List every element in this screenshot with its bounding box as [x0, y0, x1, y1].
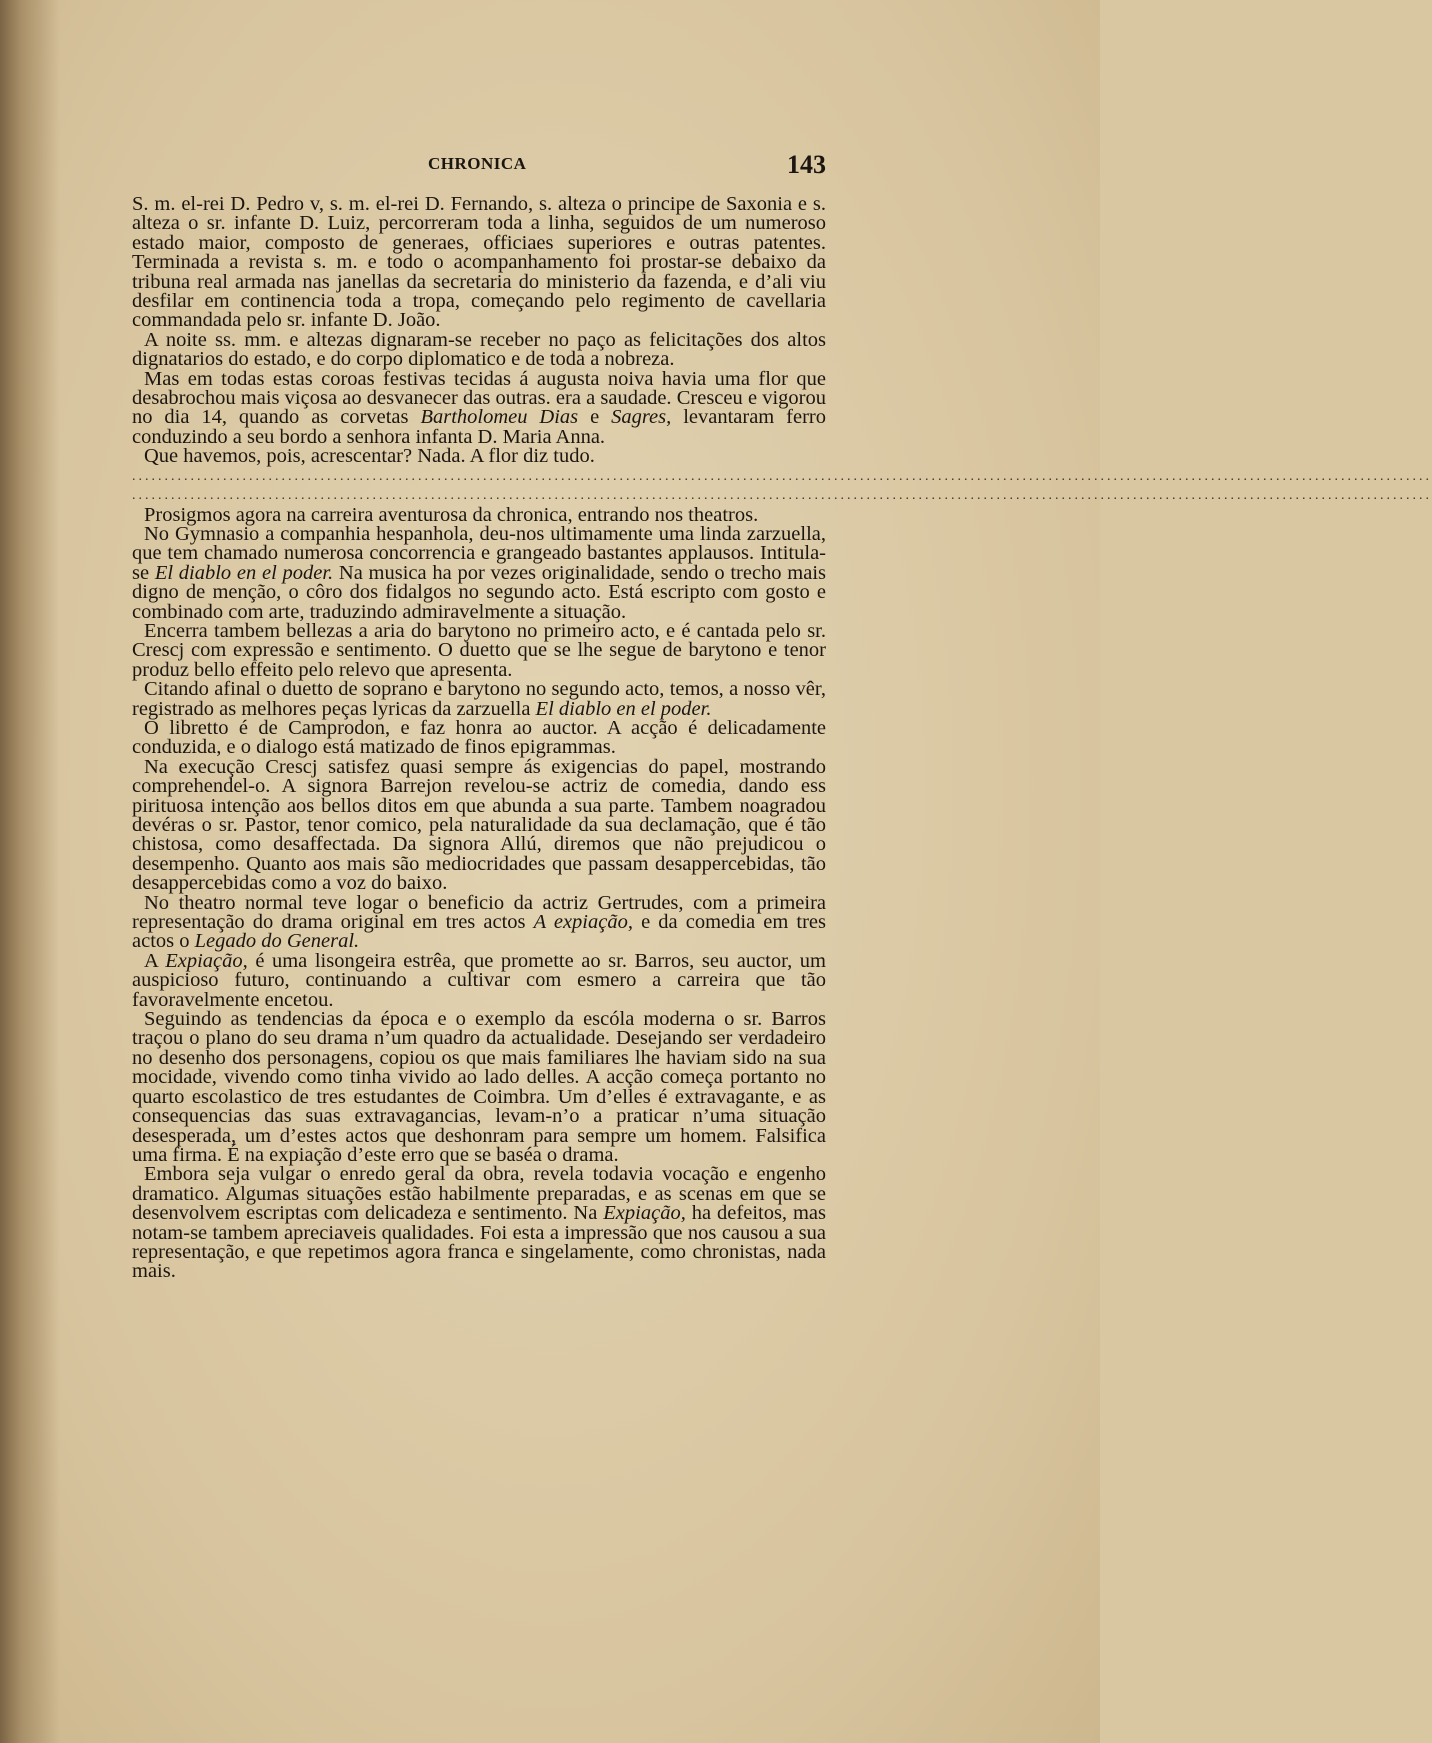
paragraph — [132, 195, 826, 331]
text-run: ha defeitos, mas notam-se tambem apreciaveis qualidades. Foi esta a impressão que nos causou a sua representação, e que repetimos agora franca e singelamente, como chronistas, nada mais. — [132, 1202, 827, 1283]
italic-title: Bartholomeu Dias — [420, 406, 579, 429]
running-header — [138, 150, 826, 180]
italic-title: Legado do General. — [194, 930, 360, 953]
paragraph — [132, 447, 826, 466]
text-run: é uma lisongeira estrêa, que promette ao sr. Barros, seu auctor, um auspicioso futuro, continuando a cultivar com esmero a carreira que tão favoravelmente encetou. — [132, 949, 826, 1011]
paragraph — [132, 755, 826, 895]
paragraph — [132, 680, 826, 719]
text-run: e da comedia em tres actos o — [132, 911, 826, 953]
text-run: Seguindo as tendencias da época e o exemplo da escóla moderna o sr. Barros traçou o plano do seu drama n’um quadro da actualidade. Desejando ser verdadeiro no desenho dos personagens, copiou os que mais familiares lhe haviam sido na sua mocidade, vivendo como tinha vivido ao lado delles. A acção começa portanto no quarto escolastico de tres estudantes de Coimbra. Um d’elles é extravagante, e as consequencias das suas extravagancias, levam-n’o a praticar n’uma situação desesperada, um d’estes actos que deshonram para sempre um homem. Falsifica uma firma. É na expiação d’este erro que se baséa o drama. — [132, 1008, 826, 1166]
paragraph — [132, 949, 826, 1011]
page-gutter-shadow — [0, 0, 60, 1743]
text-run: No theatro normal teve logar o beneficio da actriz Gertrudes, com a primeira representação do drama original em tres actos — [132, 891, 826, 934]
paragraph — [132, 328, 826, 371]
italic-title: Expiação, — [165, 949, 248, 972]
text-run: Na musica ha por vezes originalidade, sendo o trecho mais digno de menção, o côro dos fidalgos no segundo acto. Está escripto com gosto e combinado com arte, traduzindo admiravelmente a situação. — [132, 561, 826, 623]
text-run: e — [578, 406, 612, 429]
paragraph — [132, 716, 826, 759]
paragraph — [132, 522, 826, 623]
text-run: O libretto é de Camprodon, e faz honra ao auctor. A acção é delicadamente conduzida, e o dialogo está matizado de finos epigrammas. — [132, 716, 826, 759]
text-run: Mas em todas estas coroas festivas tecidas á augusta noiva havia uma flor que desabrochou mais viçosa ao desvanecer das outras. era a saudade. Cresceu e vigorou no dia 14, quando as corvetas — [132, 367, 826, 429]
page-number: 143 — [787, 150, 826, 179]
text-run: A noite ss. mm. e altezas dignaram-se receber no paço as felicitações dos altos dignatarios do estado, e do corpo diplomatico e de toda a nobreza. — [132, 328, 826, 371]
italic-title: A expiação, — [533, 911, 633, 934]
italic-title: El diablo en el poder. — [154, 561, 334, 584]
paragraph — [132, 619, 826, 681]
running-title: CHRONICA — [428, 154, 527, 173]
paragraph — [132, 891, 826, 953]
paragraph — [132, 1010, 826, 1165]
paragraph — [132, 1165, 826, 1281]
text-run: A — [144, 949, 166, 972]
italic-title: El diablo en el poder. — [535, 697, 712, 720]
article-body — [132, 193, 1432, 1283]
text-run: Embora seja vulgar o enredo geral da obra, revela todavia vocação e engenho dramatico. Algumas situações estão habilmente preparadas, e as scenas em que se desenvolvem escriptas com delicadeza e sentimento. Na — [132, 1163, 826, 1225]
text-run: Citando afinal o duetto de soprano e barytono no segundo acto, temos, a nosso vêr, registrado as melhores peças lyricas da zarzuella — [132, 678, 826, 720]
dotted-separator: ........................................................................................................................................................................................................ — [132, 488, 1432, 504]
italic-title: Expiação, — [603, 1202, 686, 1225]
paragraph — [132, 367, 826, 448]
text-run: S. m. el-rei D. Pedro v, s. m. el-rei D. Fernando, s. alteza o principe de Saxonia e s. alteza o sr. infante D. Luiz, percorreram toda a linha, seguidos de um numeroso estado maior, composto de generaes, officiaes superiores e outras patentes. Terminada a revista s. m. e todo o acompanhamento foi prostar-se debaixo da tribuna real armada nas janellas da secretaria do ministerio da fazenda, e d’ali viu desfilar em continencia toda a tropa, começando pelo regimento de cavellaria commandada pelo sr. infante D. João. — [132, 193, 826, 332]
text-run: Prosigmos agora na carreira aventurosa da chronica, entrando nos theatros. — [144, 503, 759, 526]
text-run: levantaram ferro conduzindo a seu bordo a senhora infanta D. Maria Anna. — [132, 406, 826, 448]
text-run: No Gymnasio a companhia hespanhola, deu-nos ultimamente uma linda zarzuella, que tem chamado numerosa concorrencia e grangeado bastantes applausos. Intitula-se — [132, 522, 826, 584]
text-run: Que havemos, pois, acrescentar? Nada. A flor diz tudo. — [144, 445, 595, 468]
text-run: Na execução Crescj satisfez quasi sempre ás exigencias do papel, mostrando comprehendel-o. A signora Barrejon revelou-se actriz de comedia, dando ess pirituosa intenção aos bellos ditos em que abunda a sua parte. Tambem noagradou devéras o sr. Pastor, tenor comico, pela naturalidade da sua declamação, que é tão chistosa, como desaffectada. Da signora Allú, diremos que não prejudicou o desempenho. Quanto aos mais são mediocridades que passam desappercebidas, tão desappercebidas como a voz do baixo. — [132, 755, 826, 895]
text-run: Encerra tambem bellezas a aria do barytono no primeiro acto, e é cantada pelo sr. Crescj com expressão e sentimento. O duetto que se lhe segue de barytono e tenor produz bello effeito pelo relevo que apresenta. — [132, 619, 826, 681]
italic-title: Sagres, — [611, 406, 672, 429]
dotted-separator: ........................................................................................................................................................................................................ — [132, 468, 1432, 484]
